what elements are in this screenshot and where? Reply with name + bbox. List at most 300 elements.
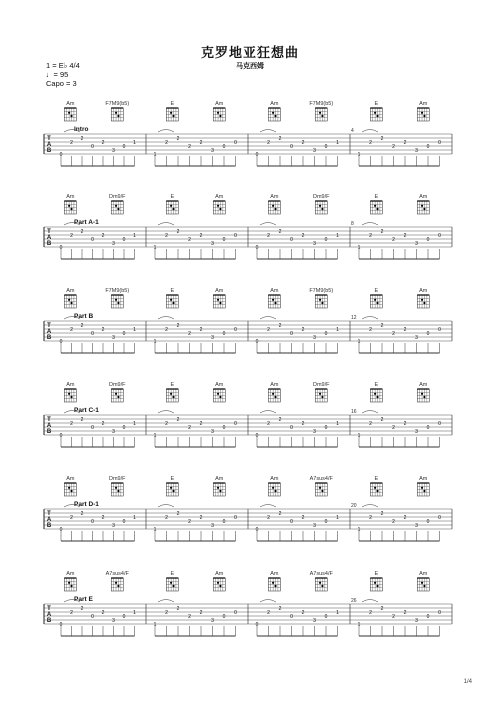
chord-name: Am — [215, 382, 224, 388]
fret-number: 2 — [392, 143, 395, 150]
fret-number: 0 — [255, 338, 259, 345]
fret-number: 3 — [313, 240, 316, 247]
fret-number: 3 — [112, 334, 115, 341]
fret-number: 2 — [380, 135, 384, 142]
fret-number: 2 — [278, 228, 282, 235]
fret-number: 3 — [313, 617, 316, 624]
measure-number: 20 — [351, 503, 357, 509]
fret-number: 2 — [80, 416, 84, 423]
fret-number: 1 — [133, 232, 136, 239]
chord-dot — [274, 115, 276, 117]
fret-number: 2 — [301, 609, 305, 616]
chord-name: E — [170, 382, 175, 388]
chord-dot — [376, 490, 378, 492]
page-number: 1/4 — [463, 679, 472, 685]
chord-dot — [272, 299, 274, 301]
tie-arc — [362, 600, 378, 603]
chord-name: Am — [270, 101, 279, 107]
chord-name: E — [374, 101, 379, 107]
chord-dot — [219, 302, 221, 304]
chord-dot — [219, 208, 221, 210]
chord-dot — [70, 396, 72, 398]
fret-number: 2 — [176, 416, 180, 423]
fret-number: 2 — [80, 135, 84, 142]
fret-number: 2 — [278, 322, 282, 329]
fret-number: 3 — [211, 334, 214, 341]
fret-number: 2 — [188, 143, 191, 150]
fret-number: 0 — [59, 526, 63, 533]
tempo-marking: ♩= 95 — [46, 70, 69, 79]
chord-dot — [274, 585, 276, 587]
fret-number: 0 — [91, 330, 94, 337]
fret-number: 1 — [336, 514, 339, 521]
fret-number: 1 — [153, 621, 157, 628]
fret-number: 0 — [59, 621, 63, 628]
fret-number: 3 — [211, 147, 214, 154]
tab-clef-letter: B — [46, 523, 52, 529]
tie-arc — [158, 411, 174, 414]
measure-number: 12 — [351, 315, 357, 321]
chord-dot — [374, 487, 376, 489]
song-title: 克罗地亚狂想曲 — [200, 46, 299, 61]
tab-clef-letter: A — [46, 423, 52, 429]
chord-name: Am — [419, 101, 428, 107]
tab-clef-letter: B — [46, 241, 52, 247]
measure-number: 4 — [351, 128, 354, 134]
fret-number: 2 — [380, 605, 384, 612]
chord-name: Am — [419, 288, 428, 294]
fret-number: 1 — [357, 526, 361, 533]
chord-name: Am — [270, 194, 279, 200]
fret-number: 0 — [222, 424, 226, 431]
key-signature: 1 = E♭ 4/4 — [46, 61, 80, 70]
fret-number: 3 — [112, 522, 115, 529]
chord-dot — [115, 299, 117, 301]
fret-number: 2 — [165, 420, 168, 427]
chord-name: A7sus4/F — [309, 476, 333, 482]
fret-number: 0 — [234, 609, 237, 616]
fret-number: 0 — [426, 518, 430, 525]
fret-number: 2 — [165, 326, 168, 333]
fret-number: 2 — [301, 326, 305, 333]
fret-number: 0 — [426, 613, 430, 620]
chord-name: Dm9/F — [108, 476, 126, 482]
chord-dot — [117, 208, 119, 210]
chord-dot — [115, 393, 117, 395]
chord-name: E — [374, 194, 379, 200]
fret-number: 0 — [59, 338, 63, 345]
fret-number: 0 — [324, 330, 328, 337]
fret-number: 3 — [313, 147, 316, 154]
chord-dot — [115, 112, 117, 114]
chord-name: E — [374, 571, 379, 577]
chord-dot — [68, 205, 70, 207]
fret-number: 2 — [278, 605, 282, 612]
fret-number: 2 — [301, 139, 305, 146]
chord-name: Am — [66, 476, 75, 482]
chord-dot — [319, 299, 321, 301]
chord-dot — [68, 393, 70, 395]
tab-clef-letter: T — [47, 511, 51, 517]
tie-arc — [260, 600, 276, 603]
chord-dot — [272, 205, 274, 207]
chord-dot — [272, 487, 274, 489]
tie-arc — [158, 223, 174, 226]
fret-number: 0 — [91, 236, 94, 243]
fret-number: 3 — [211, 522, 214, 529]
fret-number: 0 — [122, 424, 126, 431]
chord-dot — [272, 112, 274, 114]
chord-dot — [70, 302, 72, 304]
fret-number: 0 — [122, 143, 126, 150]
fret-number: 2 — [403, 514, 407, 521]
fret-number: 0 — [234, 420, 237, 427]
tie-arc — [260, 317, 276, 320]
fret-number: 0 — [324, 424, 328, 431]
fret-number: 3 — [313, 522, 316, 529]
fret-number: 2 — [267, 420, 270, 427]
tie-arc — [362, 317, 378, 320]
chord-dot — [172, 396, 174, 398]
section-label: Part D-1 — [74, 501, 99, 508]
fret-number: 0 — [290, 518, 293, 525]
fret-number: 2 — [267, 609, 270, 616]
chord-name: Am — [419, 476, 428, 482]
fret-number: 0 — [59, 151, 63, 158]
fret-number: 2 — [380, 228, 384, 235]
fret-number: 2 — [176, 322, 180, 329]
fret-number: 2 — [165, 609, 168, 616]
fret-number: 2 — [369, 232, 372, 239]
chord-dot — [117, 490, 119, 492]
fret-number: 2 — [101, 514, 105, 521]
chord-dot — [421, 393, 423, 395]
fret-number: 1 — [153, 432, 157, 439]
fret-number: 0 — [290, 613, 293, 620]
tie-arc — [158, 600, 174, 603]
fret-number: 2 — [199, 514, 203, 521]
fret-number: 0 — [290, 330, 293, 337]
fret-number: 2 — [199, 232, 203, 239]
fret-number: 3 — [313, 428, 316, 435]
chord-dot — [374, 299, 376, 301]
fret-number: 3 — [112, 147, 115, 154]
chord-dot — [319, 487, 321, 489]
fret-number: 1 — [336, 232, 339, 239]
fret-number: 0 — [91, 613, 94, 620]
fret-number: 0 — [222, 236, 226, 243]
fret-number: 1 — [133, 326, 136, 333]
fret-number: 0 — [255, 151, 259, 158]
fret-number: 3 — [211, 240, 214, 247]
chord-dot — [172, 585, 174, 587]
fret-number: 2 — [369, 326, 372, 333]
chord-name: Am — [419, 382, 428, 388]
fret-number: 0 — [255, 432, 259, 439]
chord-dot — [117, 302, 119, 304]
chord-name: E — [374, 288, 379, 294]
tab-clef-letter: B — [46, 429, 52, 435]
chord-dot — [217, 205, 219, 207]
fret-number: 2 — [199, 609, 203, 616]
chord-dot — [170, 112, 172, 114]
chord-dot — [421, 299, 423, 301]
fret-number: 2 — [101, 326, 105, 333]
chord-name: E — [170, 476, 175, 482]
tab-clef-letter: B — [46, 335, 52, 341]
fret-number: 0 — [255, 244, 259, 251]
fret-number: 2 — [80, 228, 84, 235]
fret-number: 2 — [70, 326, 73, 333]
chord-dot — [219, 115, 221, 117]
chord-dot — [376, 585, 378, 587]
fret-number: 0 — [222, 613, 226, 620]
fret-number: 2 — [80, 510, 84, 517]
fret-number: 0 — [426, 424, 430, 431]
chord-name: Am — [66, 571, 75, 577]
chord-name: Am — [419, 194, 428, 200]
fret-number: 0 — [91, 518, 94, 525]
chord-dot — [423, 208, 425, 210]
chord-name: Am — [215, 288, 224, 294]
chord-dot — [274, 396, 276, 398]
fret-number: 0 — [324, 236, 328, 243]
fret-number: 2 — [392, 424, 395, 431]
chord-dot — [421, 205, 423, 207]
fret-number: 2 — [380, 510, 384, 517]
chord-dot — [374, 205, 376, 207]
fret-number: 1 — [133, 609, 136, 616]
fret-number: 2 — [392, 236, 395, 243]
fret-number: 2 — [278, 416, 282, 423]
fret-number: 2 — [380, 322, 384, 329]
fret-number: 1 — [133, 139, 136, 146]
fret-number: 1 — [357, 244, 361, 251]
fret-number: 0 — [222, 330, 226, 337]
fret-number: 3 — [112, 617, 115, 624]
fret-number: 1 — [133, 420, 136, 427]
composer-name: 马克西姆 — [236, 62, 264, 70]
chord-name: Am — [270, 571, 279, 577]
chord-dot — [170, 393, 172, 395]
chord-name: F7M9(b5) — [105, 101, 130, 107]
fret-number: 0 — [222, 143, 226, 150]
tab-clef-letter: T — [47, 323, 51, 329]
fret-number: 2 — [188, 330, 191, 337]
tab-clef-letter: T — [47, 229, 51, 235]
fret-number: 2 — [403, 139, 407, 146]
chord-dot — [217, 582, 219, 584]
chord-dot — [272, 393, 274, 395]
chord-dot — [70, 208, 72, 210]
fret-number: 0 — [324, 143, 328, 150]
chord-name: E — [170, 101, 175, 107]
fret-number: 2 — [176, 228, 180, 235]
fret-number: 2 — [403, 420, 407, 427]
fret-number: 3 — [415, 240, 418, 247]
chord-dot — [219, 490, 221, 492]
chord-name: Am — [215, 571, 224, 577]
chord-dot — [321, 396, 323, 398]
chord-dot — [172, 302, 174, 304]
fret-number: 2 — [101, 232, 105, 239]
chord-dot — [217, 299, 219, 301]
tie-arc — [362, 505, 378, 508]
chord-dot — [170, 487, 172, 489]
chord-name: Dm9/F — [108, 382, 126, 388]
fret-number: 3 — [211, 428, 214, 435]
fret-number: 0 — [438, 609, 441, 616]
tie-arc — [260, 130, 276, 133]
chord-dot — [115, 205, 117, 207]
tab-clef-letter: A — [46, 142, 52, 148]
fret-number: 1 — [336, 609, 339, 616]
fret-number: 2 — [188, 236, 191, 243]
fret-number: 0 — [91, 143, 94, 150]
fret-number: 2 — [369, 420, 372, 427]
chord-dot — [217, 393, 219, 395]
chord-dot — [374, 393, 376, 395]
tie-arc — [158, 317, 174, 320]
section-label: Part B — [74, 313, 94, 320]
fret-number: 2 — [403, 609, 407, 616]
fret-number: 2 — [301, 232, 305, 239]
fret-number: 2 — [70, 420, 73, 427]
chord-dot — [423, 585, 425, 587]
chord-name: F7M9(b5) — [309, 288, 334, 294]
tie-arc — [260, 411, 276, 414]
tab-clef-letter: B — [46, 618, 52, 624]
tab-clef-letter: A — [46, 235, 52, 241]
fret-number: 2 — [369, 514, 372, 521]
chord-dot — [376, 208, 378, 210]
fret-number: 0 — [290, 424, 293, 431]
fret-number: 0 — [290, 143, 293, 150]
chord-name: E — [374, 476, 379, 482]
chord-dot — [374, 582, 376, 584]
fret-number: 1 — [336, 420, 339, 427]
fret-number: 0 — [122, 518, 126, 525]
fret-number: 1 — [357, 432, 361, 439]
fret-number: 2 — [301, 514, 305, 521]
chord-dot — [219, 585, 221, 587]
fret-number: 2 — [188, 424, 191, 431]
fret-number: 3 — [415, 617, 418, 624]
fret-number: 0 — [438, 420, 441, 427]
chord-name: Am — [66, 382, 75, 388]
fret-number: 1 — [357, 621, 361, 628]
fret-number: 2 — [176, 135, 180, 142]
fret-number: 2 — [267, 139, 270, 146]
measure-number: 26 — [351, 598, 357, 604]
fret-number: 2 — [267, 514, 270, 521]
fret-number: 0 — [234, 232, 237, 239]
fret-number: 2 — [403, 326, 407, 333]
fret-number: 2 — [176, 510, 180, 517]
tab-clef-letter: T — [47, 136, 51, 142]
tie-arc — [158, 505, 174, 508]
chord-name: Am — [215, 476, 224, 482]
section-label: Part A-1 — [74, 219, 99, 226]
fret-number: 2 — [199, 326, 203, 333]
tab-clef-letter: T — [47, 606, 51, 612]
fret-number: 0 — [122, 236, 126, 243]
tab-clef-letter: A — [46, 612, 52, 618]
chord-name: Am — [270, 288, 279, 294]
measure-number: 16 — [351, 409, 357, 415]
chord-dot — [68, 487, 70, 489]
chord-name: E — [170, 571, 175, 577]
chord-dot — [117, 585, 119, 587]
tie-arc — [362, 223, 378, 226]
section-label: Part C-1 — [74, 407, 99, 414]
fret-number: 3 — [415, 522, 418, 529]
fret-number: 1 — [336, 139, 339, 146]
fret-number: 1 — [133, 514, 136, 521]
chord-name: A7sus4/F — [309, 571, 333, 577]
fret-number: 0 — [426, 330, 430, 337]
fret-number: 0 — [438, 514, 441, 521]
chord-name: E — [170, 194, 175, 200]
fret-number: 1 — [153, 151, 157, 158]
chord-dot — [217, 487, 219, 489]
fret-number: 3 — [415, 147, 418, 154]
fret-number: 0 — [438, 139, 441, 146]
chord-dot — [421, 487, 423, 489]
fret-number: 2 — [80, 322, 84, 329]
fret-number: 2 — [101, 609, 105, 616]
chord-name: A7sus4/F — [105, 571, 129, 577]
chord-name: Am — [270, 382, 279, 388]
fret-number: 2 — [278, 135, 282, 142]
chord-dot — [217, 112, 219, 114]
fret-number: 0 — [255, 621, 259, 628]
chord-dot — [68, 582, 70, 584]
chord-name: Am — [270, 476, 279, 482]
fret-number: 2 — [369, 609, 372, 616]
fret-number: 2 — [70, 232, 73, 239]
tie-arc — [260, 505, 276, 508]
fret-number: 0 — [255, 526, 259, 533]
section-label: Intro — [74, 126, 89, 133]
chord-dot — [421, 582, 423, 584]
fret-number: 3 — [415, 334, 418, 341]
chord-dot — [70, 585, 72, 587]
fret-number: 0 — [122, 613, 126, 620]
chord-dot — [274, 490, 276, 492]
tie-arc — [260, 223, 276, 226]
fret-number: 0 — [234, 514, 237, 521]
chord-dot — [219, 396, 221, 398]
fret-number: 0 — [222, 518, 226, 525]
tab-clef-letter: B — [46, 148, 52, 154]
fret-number: 2 — [392, 518, 395, 525]
fret-number: 2 — [70, 609, 73, 616]
fret-number: 2 — [267, 232, 270, 239]
chord-dot — [376, 396, 378, 398]
chord-dot — [172, 115, 174, 117]
chord-dot — [321, 208, 323, 210]
fret-number: 2 — [301, 420, 305, 427]
chord-name: Am — [419, 571, 428, 577]
chord-name: E — [374, 382, 379, 388]
fret-number: 2 — [165, 232, 168, 239]
section-label: Part E — [74, 596, 93, 603]
tie-arc — [158, 130, 174, 133]
fret-number: 0 — [122, 330, 126, 337]
fret-number: 2 — [199, 139, 203, 146]
chord-dot — [172, 208, 174, 210]
